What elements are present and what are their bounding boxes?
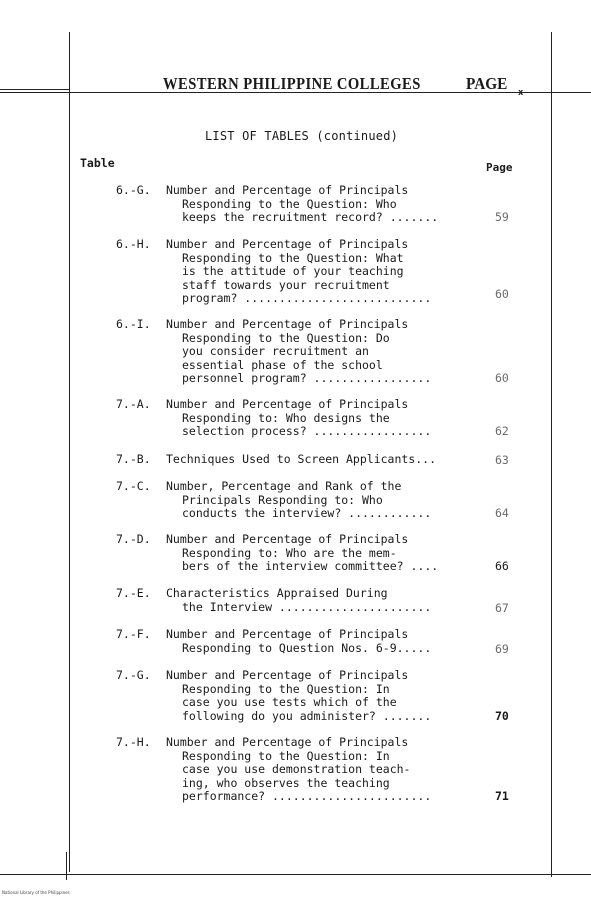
page-number: 60	[495, 371, 509, 385]
entry-line: keeps the recruitment record? .......	[182, 210, 439, 225]
entry-line: Number and Percentage of Principals	[166, 532, 409, 546]
entry-line: Responding to Question Nos. 6-9.....	[182, 640, 432, 655]
table-number: 7.-G.	[116, 668, 151, 682]
footer-rule	[0, 874, 591, 875]
entry-title	[166, 669, 491, 723]
table-number: 7.-E.	[116, 586, 151, 600]
entry-line: Responding to the Question: In	[182, 681, 390, 696]
entry-line: staff towards your recruitment	[182, 277, 390, 292]
entry-title	[166, 480, 491, 521]
list-of-tables-heading: LIST OF TABLES (continued)	[205, 129, 399, 143]
header-page-label: PAGE	[466, 74, 508, 93]
entry-line: Number and Percentage of Principals	[166, 397, 409, 411]
entry-line: performance? .......................	[182, 789, 432, 804]
entry-line: the Interview ......................	[182, 599, 432, 614]
table-column-label: Table	[80, 156, 115, 170]
table-number: 7.-C.	[116, 479, 151, 493]
table-number: 7.-F.	[116, 627, 151, 641]
entry-line: Responding to the Question: Do	[182, 330, 390, 345]
entry-line: Number and Percentage of Principals	[166, 237, 409, 251]
entry-line: is the attitude of your teaching	[182, 264, 404, 279]
entry-line: ing, who observes the teaching	[182, 775, 390, 790]
page-number: 60	[495, 287, 509, 301]
entry-title	[166, 398, 491, 439]
page-number: 69	[495, 642, 509, 656]
footer-note: National Library of the Philippines	[2, 890, 70, 895]
entry-title	[166, 184, 491, 225]
entry-line: Responding to the Question: In	[182, 748, 390, 763]
entry-line: you consider recruitment an	[182, 344, 369, 359]
page-number: 62	[495, 424, 509, 438]
entry-title	[166, 533, 491, 574]
entry-line: Principals Responding to: Who	[182, 492, 383, 507]
table-number: 6.-G.	[116, 183, 151, 197]
page-number: 67	[495, 601, 509, 615]
entry-line: Number and Percentage of Principals	[166, 183, 409, 197]
right-margin-rule	[551, 32, 552, 877]
table-number: 7.-B.	[116, 452, 151, 466]
entry-title	[166, 587, 491, 614]
entry-line: selection process? .................	[182, 424, 432, 439]
entry-line: bers of the interview committee? ....	[182, 559, 439, 574]
page-number: 63	[495, 453, 509, 467]
entry-line: Number and Percentage of Principals	[166, 627, 409, 641]
college-header: WESTERN PHILIPPINE COLLEGES	[163, 74, 421, 93]
entry-line: Responding to the Question: What	[182, 250, 404, 265]
page-number: 70	[495, 709, 509, 723]
entry-line: Responding to: Who designs the	[182, 410, 390, 425]
entry-title	[166, 318, 491, 386]
entry-title	[166, 628, 491, 655]
entry-line: essential phase of the school	[182, 357, 383, 372]
entry-line: Characteristics Appraised During	[166, 586, 388, 600]
header-rule-left	[0, 89, 70, 90]
entry-line: Responding to: Who are the mem-	[182, 545, 397, 560]
left-margin-rule	[69, 32, 70, 872]
entry-line: program? ...........................	[182, 291, 432, 306]
entry-line: following do you administer? .......	[182, 708, 432, 723]
entry-line: Number and Percentage of Principals	[166, 668, 409, 682]
page-number: 64	[495, 506, 509, 520]
entry-line: Techniques Used to Screen Applicants...	[166, 452, 437, 466]
entry-line: personnel program? .................	[182, 371, 432, 386]
table-number: 7.-H.	[116, 735, 151, 749]
entry-line: Number and Percentage of Principals	[166, 735, 409, 749]
table-number: 7.-A.	[116, 397, 151, 411]
entry-line: case you use tests which of the	[182, 695, 397, 710]
table-number: 6.-I.	[116, 317, 151, 331]
entry-title	[166, 736, 491, 804]
bottom-mark	[66, 852, 67, 880]
page-number: 59	[495, 210, 509, 224]
entry-title	[166, 238, 491, 306]
page-number: 71	[495, 789, 509, 803]
table-number: 6.-H.	[116, 237, 151, 251]
entry-line: Responding to the Question: Who	[182, 196, 397, 211]
page-column-label: Page	[486, 161, 513, 174]
entry-line: Number and Percentage of Principals	[166, 317, 409, 331]
entry-line: case you use demonstration teach-	[182, 762, 411, 777]
table-number: 7.-D.	[116, 532, 151, 546]
entry-line: conducts the interview? ............	[182, 506, 432, 521]
page-number: 66	[495, 559, 509, 573]
entry-line: Number, Percentage and Rank of the	[166, 479, 402, 493]
entry-title	[166, 453, 491, 467]
header-mark: x	[518, 88, 524, 98]
